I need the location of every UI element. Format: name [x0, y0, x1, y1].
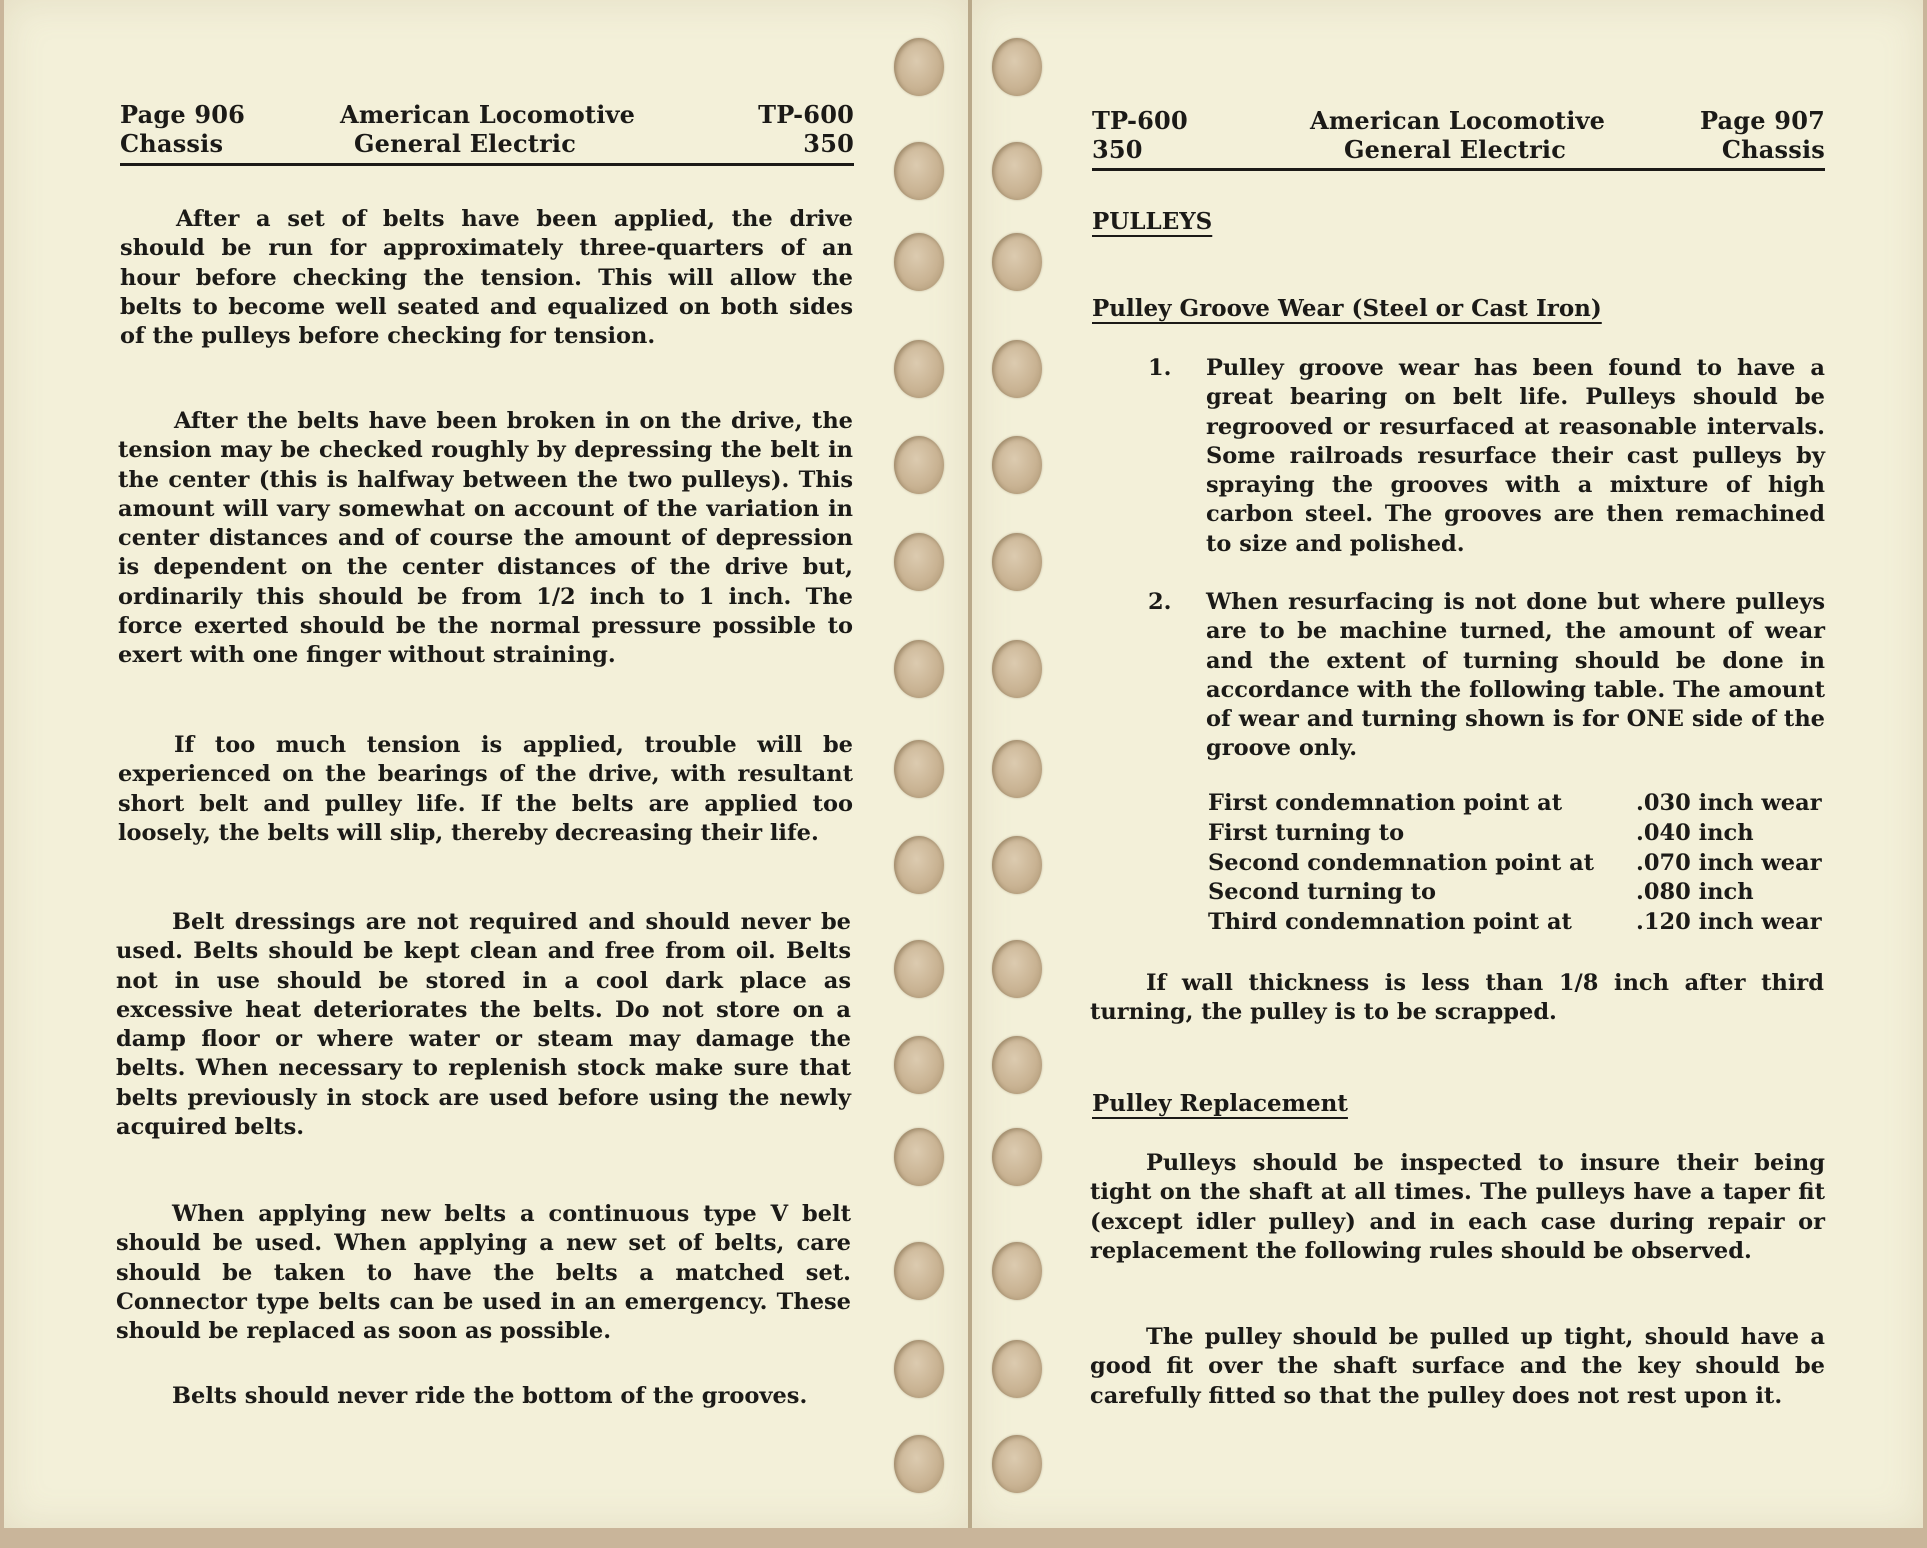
binding-hole	[894, 836, 944, 894]
table-row	[1208, 790, 1822, 820]
left-header-number: 350	[803, 129, 854, 158]
right-header-rule	[1092, 168, 1825, 171]
left-page	[4, 0, 968, 1528]
binding-hole	[992, 940, 1042, 998]
section-title: PULLEYS	[1092, 208, 1213, 235]
left-paragraph-2: After the belts have been broken in on the drive, the tension may be checked roughly by depressing the belt in the center (this is halfway between the two pulleys). This amount will vary somewhat on account of the variation in center distances and of course the amount of depression is dependent on the center distances of the drive but, ordinarily this should be from 1/2 inch to 1 inch. The force exerted should be the normal pressure possible to exert with one finger without straining.	[118, 408, 853, 669]
left-header-maker2: General Electric	[353, 129, 577, 158]
binding-hole	[992, 38, 1042, 96]
binding-hole	[992, 1340, 1042, 1398]
binding-hole	[894, 38, 944, 96]
binding-hole	[894, 436, 944, 494]
right-page-number: Page 907	[1699, 106, 1825, 135]
right-page-section: Chassis	[1721, 135, 1825, 164]
binding-hole	[992, 640, 1042, 698]
binding-hole	[894, 233, 944, 291]
item-number: 1.	[1148, 355, 1172, 381]
binding-hole	[894, 142, 944, 200]
wear-value: .040 inch	[1636, 819, 1754, 846]
right-header-number: 350	[1092, 135, 1143, 164]
wear-label: First turning to	[1208, 819, 1405, 846]
right-header-maker1: American Locomotive	[1310, 106, 1606, 135]
wear-label: Second turning to	[1208, 879, 1437, 906]
binding-hole	[992, 1242, 1042, 1300]
left-paragraph-4: Belt dressings are not required and should never be used. Belts should be kept clean and free from oil. Belts not in use should be stored in a cool dark place as excessive heat deteriorates the belts. Do not store on a damp floor or where water or steam may damage the belts. When necessary to replenish stock make sure that belts previously in stock are used before using the newly acquired belts.	[116, 909, 851, 1141]
wear-value: .120 inch wear	[1636, 909, 1822, 936]
binding-hole	[992, 740, 1042, 798]
binding-hole	[992, 836, 1042, 894]
binding-hole	[894, 340, 944, 398]
replacement-paragraph-2: The pulley should be pulled up tight, should have a good fit over the shaft surface and the key should be carefully fitted so that the pulley does not rest upon it.	[1090, 1324, 1825, 1409]
binding-hole	[992, 1128, 1042, 1186]
left-page-section: Chassis	[120, 129, 224, 158]
wear-label: Third condemnation point at	[1208, 909, 1572, 936]
binding-hole	[992, 340, 1042, 398]
left-header-model: TP-600	[758, 100, 854, 129]
wall-thickness-note: If wall thickness is less than 1/8 inch after third turning, the pulley is to be scrapped.	[1090, 970, 1824, 1026]
wear-table	[1208, 790, 1822, 939]
left-page-header	[120, 100, 854, 162]
binding-hole	[894, 1036, 944, 1094]
item-text: Pulley groove wear has been found to have a great bearing on belt life. Pulleys should be regrooved or resurfaced at reasonable intervals. Some railroads resurface their cast pulleys by spraying the grooves with a mixture of high carbon steel. The grooves are then remachined to size and polished.	[1206, 355, 1825, 557]
table-row	[1208, 820, 1822, 850]
wear-value: .030 inch wear	[1636, 790, 1822, 816]
table-row	[1208, 909, 1822, 939]
left-header-maker1: American Locomotive	[340, 100, 636, 129]
right-page	[972, 0, 1923, 1528]
table-row	[1208, 879, 1822, 909]
book-spread	[4, 0, 1923, 1528]
binding-hole	[894, 1435, 944, 1493]
left-paragraph-3: If too much tension is applied, trouble will be experienced on the bearings of the drive, with resultant short belt and pulley life. If the belts are applied too loosely, the belts will slip, thereby decreasing their life.	[118, 732, 853, 846]
right-page-header	[1092, 106, 1825, 168]
binding-hole	[992, 436, 1042, 494]
binding-hole	[894, 1242, 944, 1300]
item-text: When resurfacing is not done but where pulleys are to be machine turned, the amount of wear and the extent of turning should be done in accordance with the following table. The amount of wear and turning shown is for ONE side of the groove only.	[1206, 589, 1825, 762]
left-header-rule	[120, 163, 854, 166]
right-header-model: TP-600	[1092, 106, 1188, 135]
binding-hole	[992, 533, 1042, 591]
binding-hole	[992, 142, 1042, 200]
binding-hole	[992, 233, 1042, 291]
binding-holes-right	[992, 0, 1062, 1528]
left-paragraph-1: After a set of belts have been applied, the drive should be run for approximately three-quarters of an hour before checking the tension. This will allow the belts to become well seated and equalized on both sides of the pulleys before checking for tension.	[120, 206, 853, 350]
wear-label: Second condemnation point at	[1208, 849, 1595, 876]
subheading-pulley-replacement: Pulley Replacement	[1092, 1090, 1348, 1117]
numbered-item-1	[1148, 354, 1825, 559]
wear-value: .080 inch	[1636, 879, 1754, 906]
left-paragraph-6: Belts should never ride the bottom of the grooves.	[172, 1383, 808, 1409]
left-paragraph-5: When applying new belts a continuous type V belt should be used. When applying a new set of belts, care should be taken to have the belts a matched set. Connector type belts can be used in an emergency. These should be replaced as soon as possible.	[116, 1201, 851, 1345]
binding-hole	[894, 533, 944, 591]
binding-hole	[894, 1340, 944, 1398]
binding-hole	[894, 940, 944, 998]
binding-hole	[894, 640, 944, 698]
left-page-number: Page 906	[120, 100, 246, 129]
binding-holes-left	[894, 0, 964, 1528]
binding-hole	[992, 1036, 1042, 1094]
replacement-paragraph-1: Pulleys should be inspected to insure their being tight on the shaft at all times. The pulleys have a taper fit (except idler pulley) and in each case during repair or replacement the following rules should be observed.	[1090, 1150, 1825, 1264]
binding-hole	[992, 1435, 1042, 1493]
binding-hole	[894, 1128, 944, 1186]
numbered-item-2	[1148, 588, 1825, 762]
table-row	[1208, 850, 1822, 880]
wear-label: First condemnation point at	[1208, 790, 1563, 816]
subheading-groove-wear: Pulley Groove Wear (Steel or Cast Iron)	[1092, 295, 1602, 322]
right-header-maker2: General Electric	[1343, 135, 1567, 164]
wear-value: .070 inch wear	[1636, 849, 1822, 876]
item-number: 2.	[1148, 589, 1172, 615]
binding-hole	[894, 740, 944, 798]
